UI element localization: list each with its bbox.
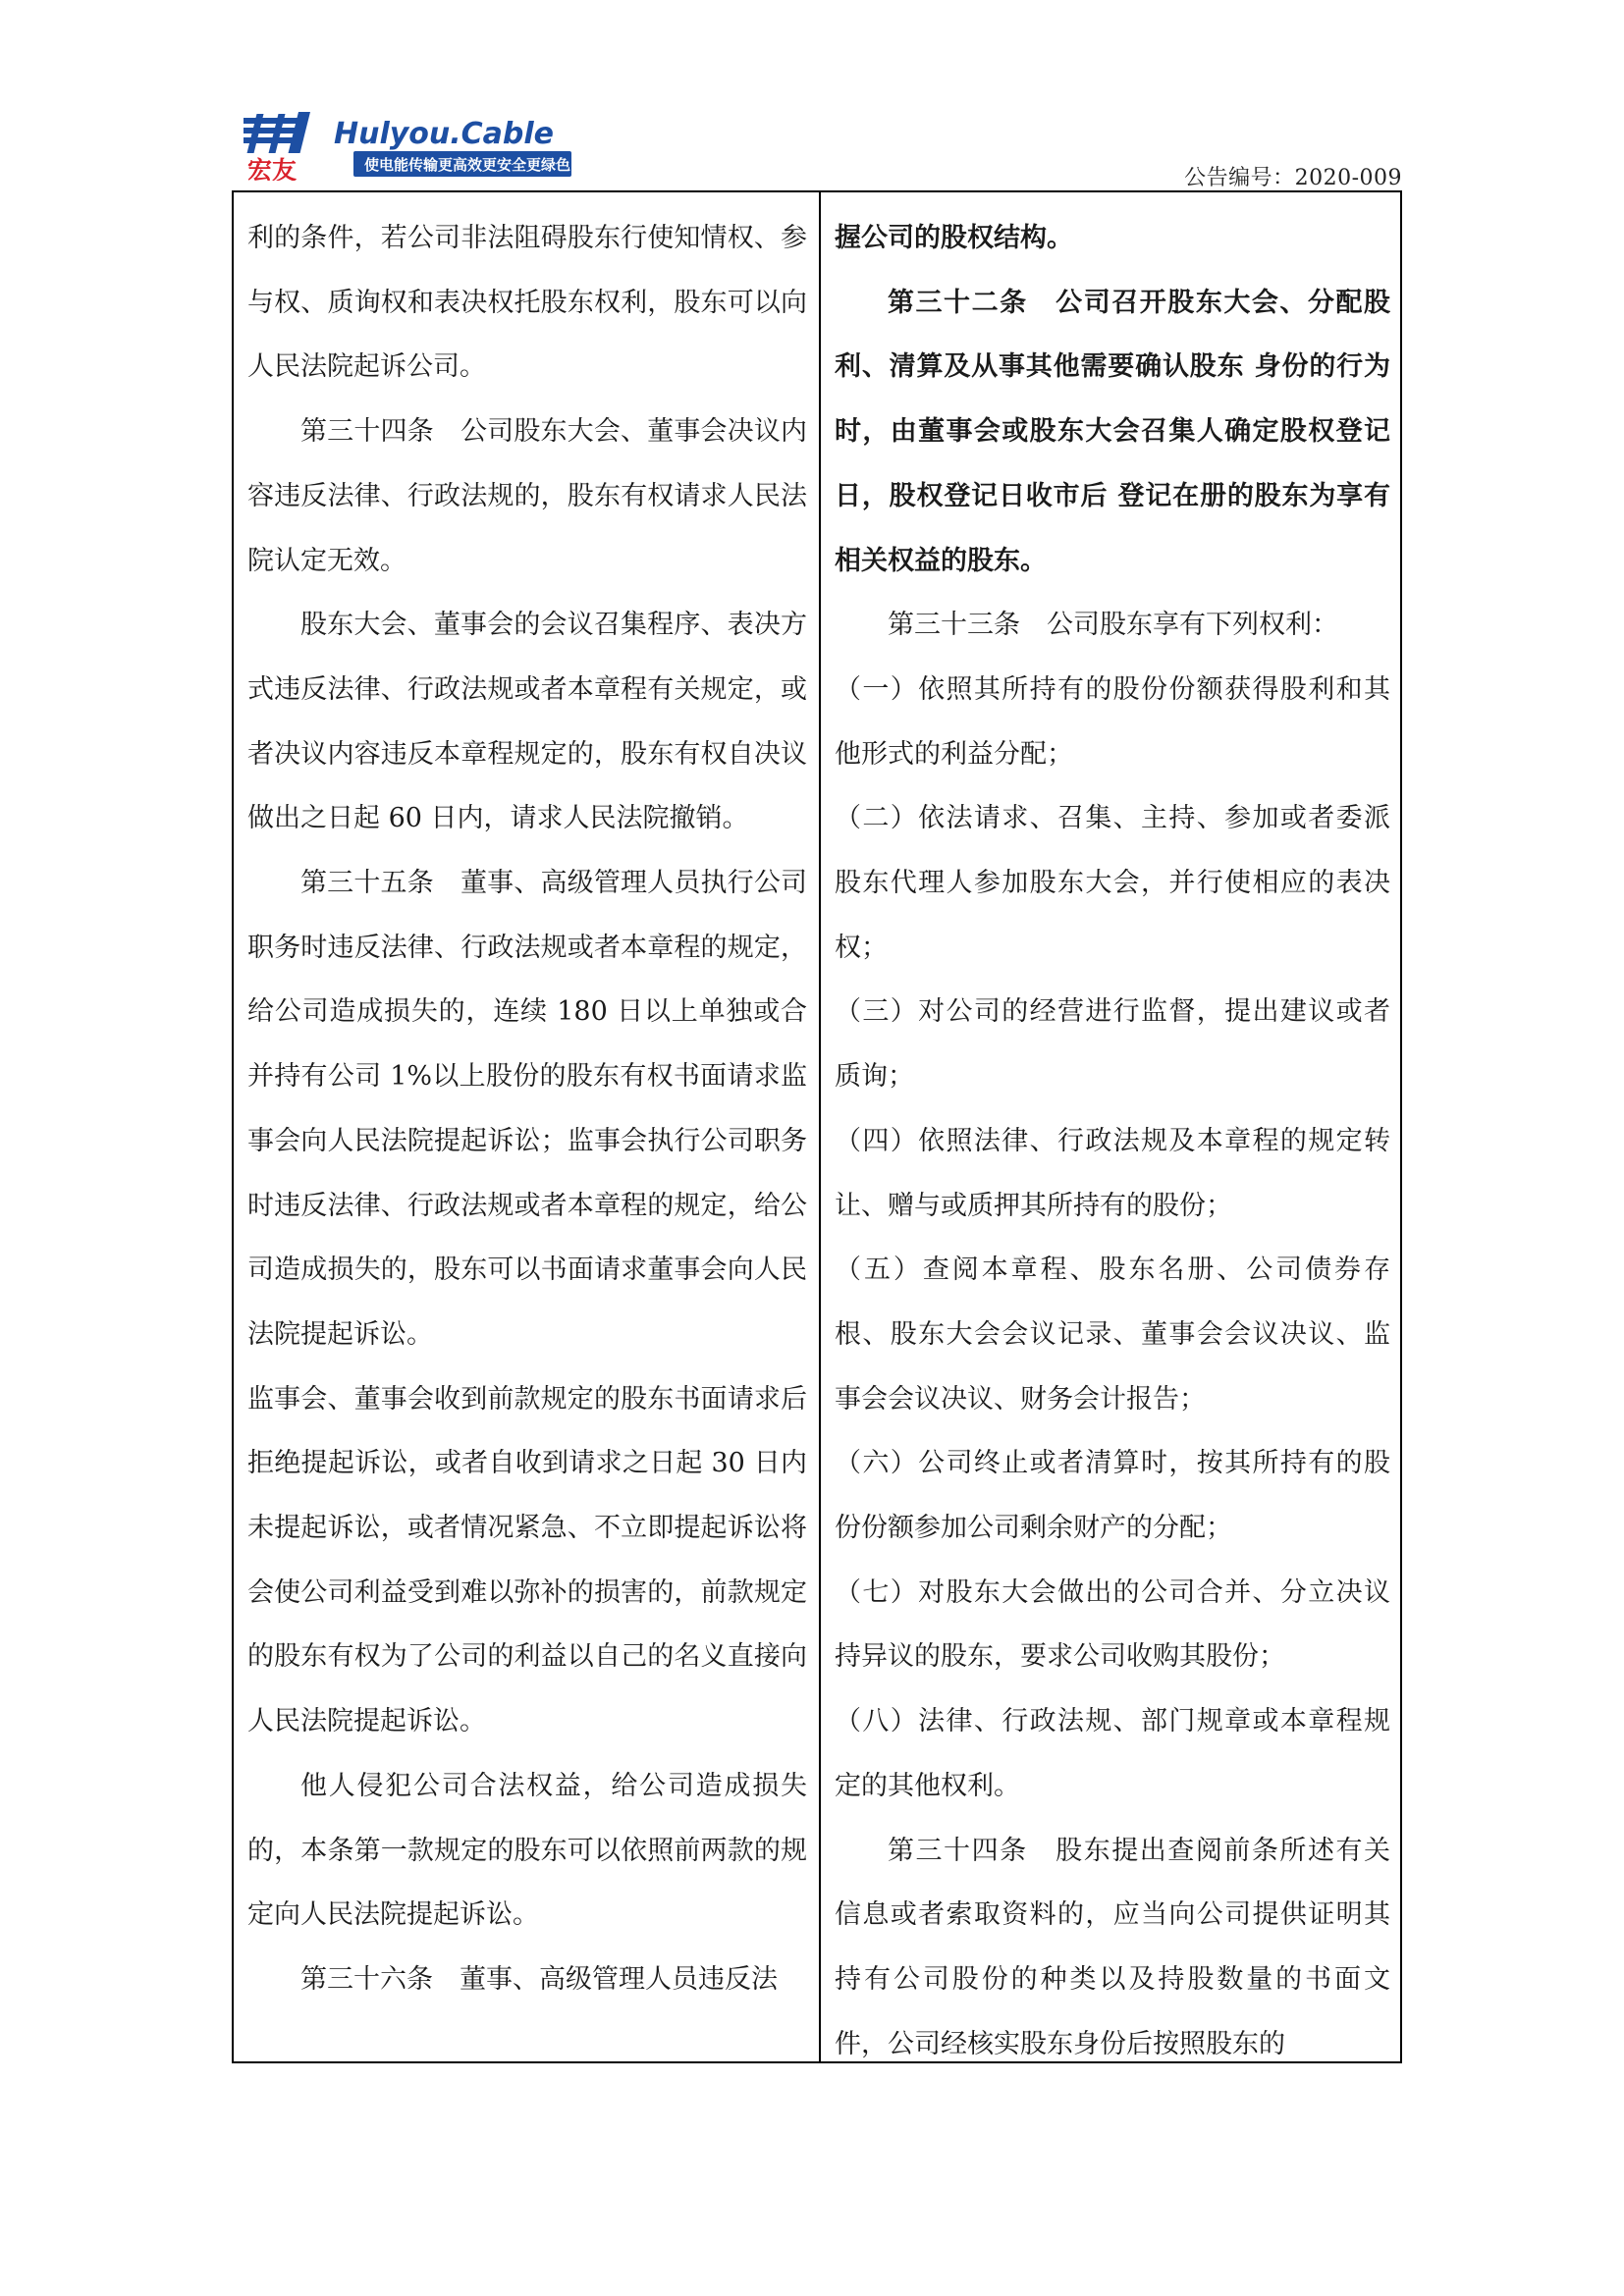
right-list-item: （三）对公司的经营进行监督，提出建议或者质询； <box>835 996 1390 1093</box>
logo-brand-cn: 宏友 <box>247 156 298 181</box>
comparison-table <box>232 192 1402 2063</box>
left-paragraph: 第三十五条 董事、高级管理人员执行公司职务时违反法律、行政法规或者本章程的规定，给公司造成损失的，连续 180 日以上单独或合并持有公司 1%以上股份的股东有权书面请求监事会向人民法院提起诉讼；监事会执行公司职务时违反法律、行政法规或者本章程的规定，给公司造成损失的，股东可以书面请求董事会向人民法院提起诉讼。 <box>247 868 807 1350</box>
document-number: 公告编号：2020-009 <box>1184 166 1402 190</box>
logo-graphic <box>244 112 793 181</box>
right-paragraph: 握公司的股权结构。 <box>835 223 1073 253</box>
right-list-item: （四）依照法律、行政法规及本章程的规定转让、赠与或质押其所持有的股份； <box>835 1125 1390 1221</box>
left-paragraph: 股东大会、董事会的会议召集程序、表决方式违反法律、行政法规或者本章程有关规定，或者决议内容违反本章程规定的，股东有权自决议做出之日起 60 日内，请求人民法院撤销。 <box>247 610 807 834</box>
page-header <box>232 110 1402 188</box>
logo-brand-en: Hulyou.Cable <box>334 117 555 151</box>
right-list-item: （七）对股东大会做出的公司合并、分立决议持异议的股东，要求公司收购其股份； <box>835 1576 1390 1673</box>
left-paragraph: 第三十四条 公司股东大会、董事会决议内容违反法律、行政法规的，股东有权请求人民法院认定无效。 <box>247 416 807 576</box>
left-paragraph: 第三十六条 董事、高级管理人员违反法 <box>300 1963 778 1995</box>
right-paragraph: 第三十二条 公司召开股东大会、分配股利、清算及从事其他需要确认股东 身份的行为时，由董事会或股东大会召集人确定股权登记日，股权登记日收市后 登记在册的股东为享有相关权益的股东。 <box>835 287 1390 576</box>
right-paragraph: 第三十三条 公司股东享有下列权利： <box>888 610 1338 641</box>
right-list-item: （一）依照其所持有的股份份额获得股利和其他形式的利益分配； <box>835 673 1390 770</box>
column-divider <box>819 192 821 2061</box>
right-paragraph: 第三十四条 股东提出查阅前条所述有关信息或者索取资料的，应当向公司提供证明其持有公司股份的种类以及持股数量的书面文件，公司经核实股东身份后按照股东的 <box>835 1835 1390 2059</box>
left-paragraph: 利的条件，若公司非法阻碍股东行使知情权、参与权、质询权和表决权托股东权利，股东可以向人民法院起诉公司。 <box>247 223 807 383</box>
right-list-item: （二）依法请求、召集、主持、参加或者委派股东代理人参加股东大会，并行使相应的表决权； <box>835 803 1390 963</box>
logo-slogan: 使电能传输更高效更安全更绿色 <box>364 156 571 174</box>
left-paragraph: 监事会、董事会收到前款规定的股东书面请求后拒绝提起诉讼，或者自收到请求之日起 30 日内未提起诉讼，或者情况紧急、不立即提起诉讼将会使公司利益受到难以弥补的损害的，前款规定的股东有权为了公司的利益以自己的名义直接向人民法院提起诉讼。 <box>247 1383 807 1737</box>
left-paragraph: 他人侵犯公司合法权益，给公司造成损失的，本条第一款规定的股东可以依照前两款的规定向人民法院提起诉讼。 <box>247 1770 807 1931</box>
right-list-item: （六）公司终止或者清算时，按其所持有的股份份额参加公司剩余财产的分配； <box>835 1448 1390 1544</box>
company-logo <box>244 112 793 181</box>
right-list-item: （八）法律、行政法规、部门规章或本章程规定的其他权利。 <box>835 1706 1390 1801</box>
right-list-item: （五）查阅本章程、股东名册、公司债券存根、股东大会会议记录、董事会会议决议、监事会会议决议、财务会计报告； <box>835 1255 1390 1415</box>
right-column <box>835 206 1390 2061</box>
left-column <box>247 206 807 2061</box>
